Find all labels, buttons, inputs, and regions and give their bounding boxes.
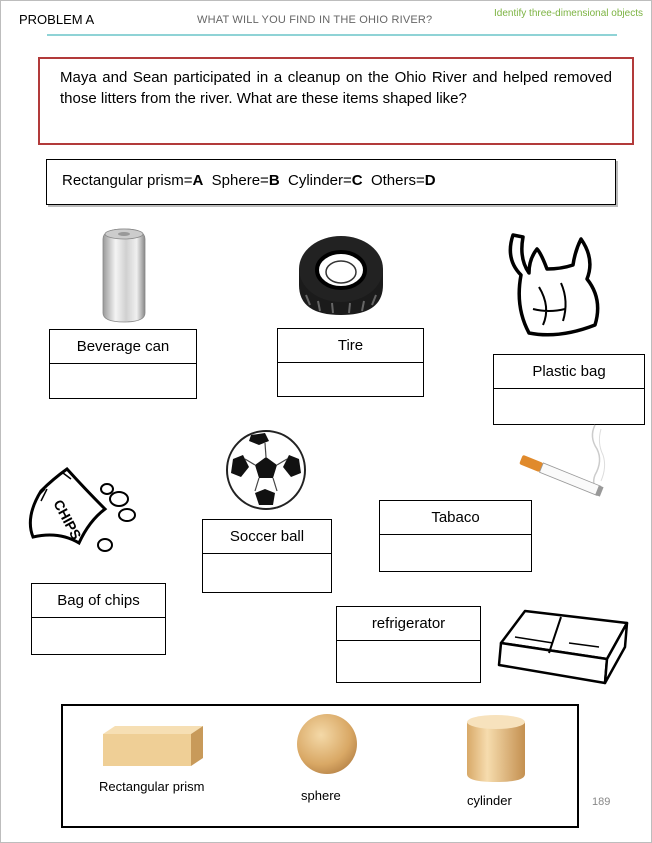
key-rect-prism: Rectangular prism=A <box>62 172 204 189</box>
answer-box-beverage-can <box>49 329 197 399</box>
answer-field-plastic-bag[interactable] <box>494 389 644 423</box>
objective-text: Identify three-dimensional objects <box>494 8 643 19</box>
cylinder-icon <box>465 714 527 784</box>
bag-of-chips-image <box>23 461 141 555</box>
tire-image <box>296 233 386 319</box>
answer-box-soccer-ball <box>202 519 332 593</box>
refrigerator-image <box>495 603 631 687</box>
answer-field-refrigerator[interactable] <box>337 641 480 675</box>
legend-label-rectangular-prism: Rectangular prism <box>99 779 205 794</box>
chips-label: CHIPS <box>50 496 85 543</box>
page-number: 189 <box>592 796 611 808</box>
answer-box-bag-of-chips <box>31 583 166 655</box>
problem-statement-text: Maya and Sean participated in a cleanup on the Ohio River and helped removed those litters from the river. What are these items shaped like? <box>60 69 612 107</box>
answer-field-soccer-ball[interactable] <box>203 554 331 588</box>
problem-statement-box <box>38 57 634 145</box>
key-others: Others=D <box>370 172 436 189</box>
item-label-tire: Tire <box>278 329 423 363</box>
answer-box-refrigerator <box>336 606 481 683</box>
answer-key-box <box>46 159 616 205</box>
answer-field-beverage-can[interactable] <box>50 364 196 398</box>
answer-field-bag-of-chips[interactable] <box>32 618 165 652</box>
header-divider <box>47 34 617 36</box>
item-label-refrigerator: refrigerator <box>337 607 480 641</box>
legend-label-cylinder: cylinder <box>467 793 512 808</box>
soccer-ball-image <box>225 429 307 511</box>
problem-label: PROBLEM A <box>19 12 95 27</box>
answer-box-tire <box>277 328 424 397</box>
answer-field-tire[interactable] <box>278 363 423 397</box>
item-label-bag-of-chips: Bag of chips <box>32 584 165 618</box>
plastic-bag-image <box>499 229 609 341</box>
item-label-plastic-bag: Plastic bag <box>494 355 644 389</box>
beverage-can-image <box>97 225 151 325</box>
item-label-tabaco: Tabaco <box>380 501 531 535</box>
worksheet-title: WHAT WILL YOU FIND IN THE OHIO RIVER? <box>197 14 433 26</box>
key-sphere: Sphere=B <box>211 172 280 189</box>
sphere-icon <box>295 712 359 776</box>
legend-label-sphere: sphere <box>301 788 341 803</box>
answer-field-tabaco[interactable] <box>380 535 531 569</box>
rectangular-prism-icon <box>101 724 205 768</box>
item-label-soccer-ball: Soccer ball <box>203 520 331 554</box>
cigarette-image <box>513 419 617 505</box>
shape-legend-box <box>61 704 579 828</box>
answer-box-tabaco <box>379 500 532 572</box>
item-label-beverage-can: Beverage can <box>50 330 196 364</box>
answer-box-plastic-bag <box>493 354 645 425</box>
key-cylinder: Cylinder=C <box>288 172 363 189</box>
